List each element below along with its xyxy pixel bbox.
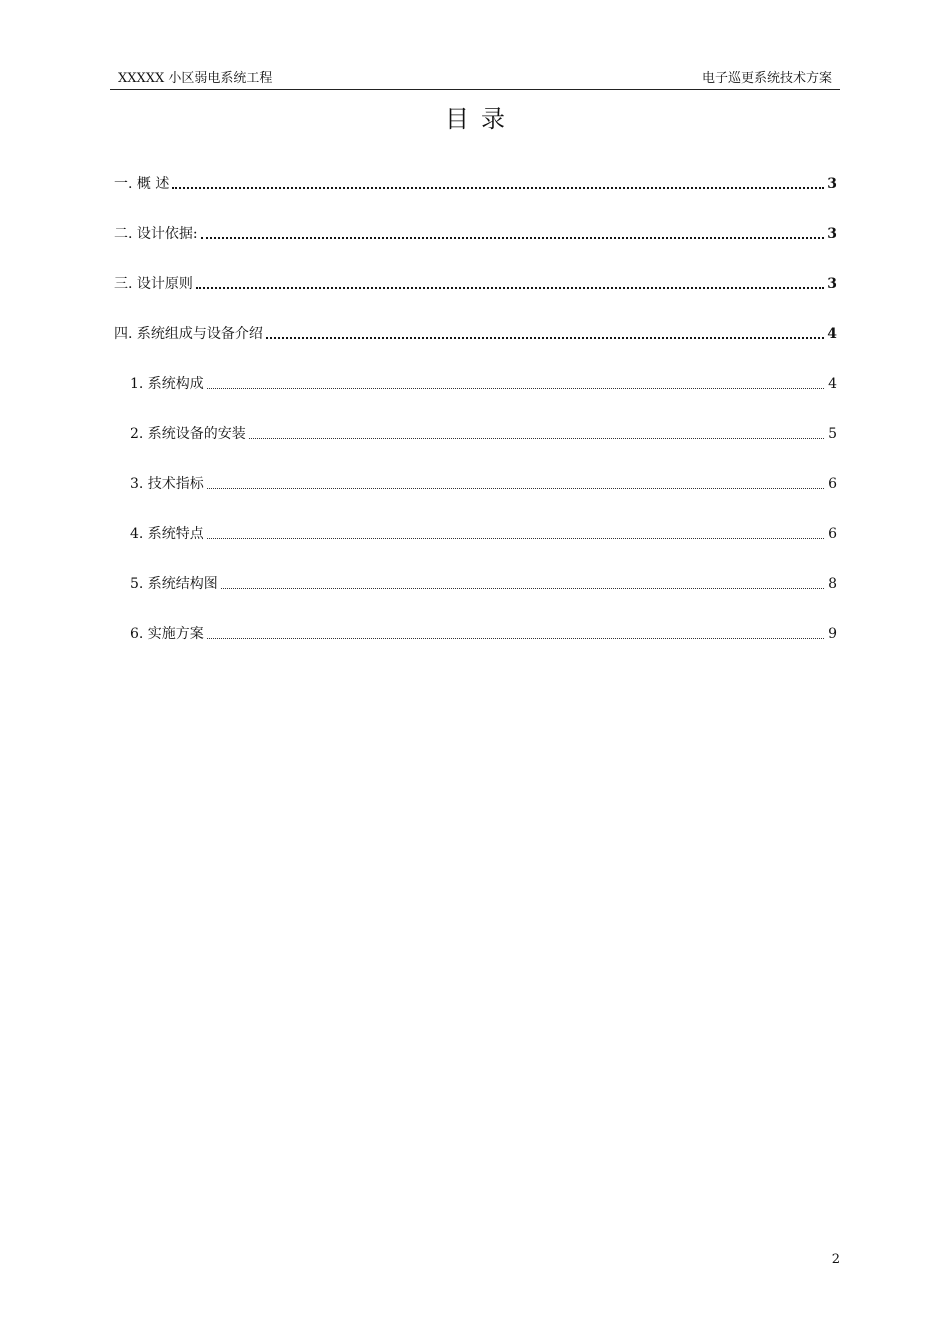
page-header [110,70,840,90]
toc-entry-page: 3 [827,276,837,292]
toc-entry-design-basis[interactable] [114,220,837,244]
toc-entry-page: 5 [828,426,837,442]
toc-entry-label: 2. 系统设备的安装 [130,426,246,442]
toc-entry-label: 6. 实施方案 [130,626,204,642]
header-project-name: XXXXX 小区弱电系统工程 [118,71,273,86]
toc-dot-leader [196,286,824,289]
toc-dot-leader [266,336,824,339]
toc-entry-system-features[interactable] [130,520,837,544]
toc-entry-label: 三. 设计原则 [114,276,193,292]
toc-entry-label: 4. 系统特点 [130,526,204,542]
toc-entry-label: 四. 系统组成与设备介绍 [114,326,263,342]
toc-dot-leader [207,637,824,639]
toc-entry-page: 6 [828,476,837,492]
toc-dot-leader [207,537,824,539]
toc-dot-leader [201,236,824,239]
toc-entry-design-principles[interactable] [114,270,837,294]
toc-title: 目录 [445,105,517,133]
toc-entry-label: 一. 概 述 [114,176,170,192]
toc-entry-label: 1. 系统构成 [130,376,204,392]
toc-dot-leader [249,437,824,439]
toc-entry-label: 二. 设计依据: [114,226,198,242]
toc-dot-leader [221,587,824,589]
toc-entry-label: 5. 系统结构图 [130,576,218,592]
toc-entry-implementation-plan[interactable] [130,620,837,644]
toc-entry-page: 6 [828,526,837,542]
toc-entry-page: 3 [827,176,837,192]
page-number: 2 [831,1252,840,1267]
toc-entry-system-composition[interactable] [114,320,837,344]
toc-entry-page: 4 [828,376,837,392]
toc-entry-system-structure[interactable] [130,370,837,394]
toc-entry-page: 4 [827,326,837,342]
header-document-title: 电子巡更系统技术方案 [701,71,832,86]
toc-entry-device-installation[interactable] [130,420,837,444]
toc-dot-leader [207,387,824,389]
toc-entry-system-diagram[interactable] [130,570,837,594]
toc-entry-overview[interactable] [114,170,837,194]
toc-entry-page: 3 [827,226,837,242]
toc-entry-technical-specs[interactable] [130,470,837,494]
toc-entry-label: 3. 技术指标 [130,476,204,492]
toc-dot-leader [172,186,824,189]
toc-entry-page: 8 [828,576,837,592]
toc-dot-leader [207,487,824,489]
toc-entry-page: 9 [828,626,837,642]
